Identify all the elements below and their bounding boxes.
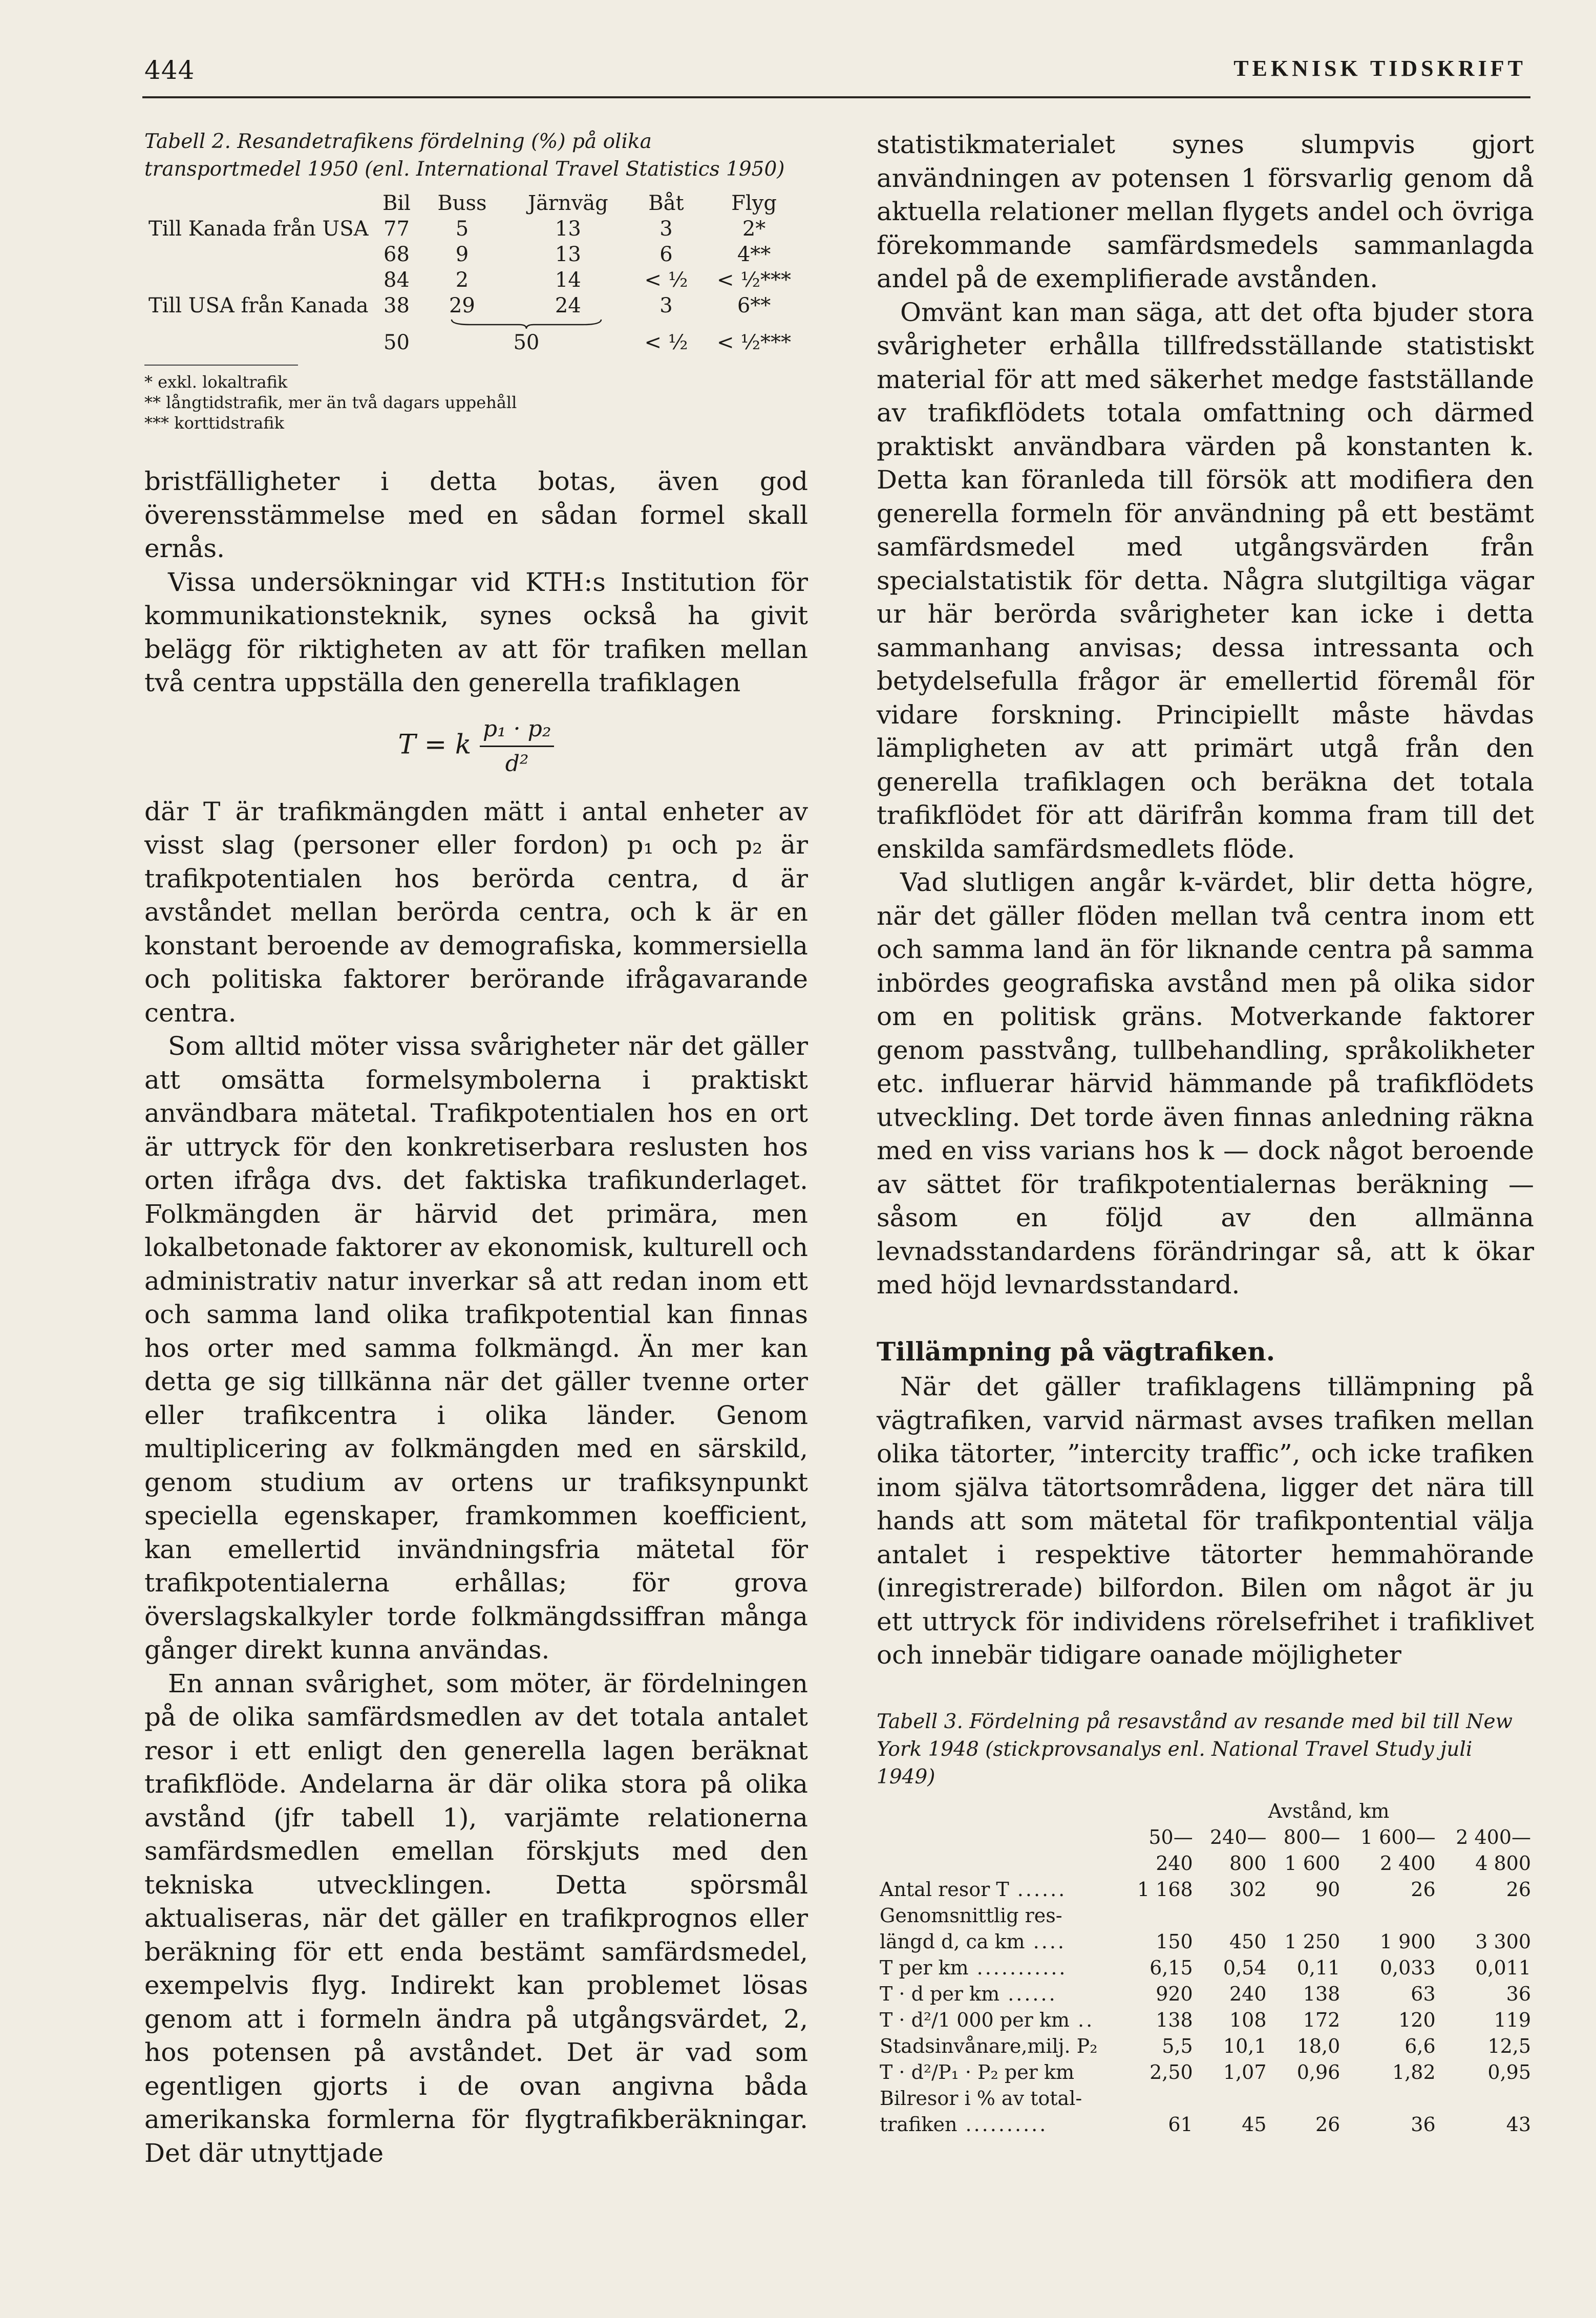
table-row bbox=[877, 2007, 1534, 2033]
row-label-text: Antal resor T bbox=[880, 1878, 1009, 1901]
table-row bbox=[144, 267, 808, 293]
table3-cell bbox=[1123, 2086, 1196, 2112]
paragraph: När det gäller trafiklagens tillämpning på vägtrafiken, varvid närmast avses trafiken mellan olika tätorter, ”intercity traffic”, och icke trafiken inom själva tätortsområdena, ligger det nära till hands att som mätetal för trafikpontential välja antalet i respektive tätorter hemmahörande (inregistrerade) bilfordon. Bilen om något är ju ett uttryck för individens rörelsefrihet i trafiklivet och innebär tidigare oanade möjligheter bbox=[877, 1372, 1534, 1670]
table2-brace-row bbox=[144, 318, 808, 330]
table3-cell: 0,033 bbox=[1379, 1957, 1436, 1979]
row-label-text: Stadsinvånare,milj. P₂ bbox=[880, 2035, 1098, 2057]
table2-cell: < ½ bbox=[644, 331, 688, 354]
table3-cell: 0,96 bbox=[1296, 2061, 1340, 2083]
table2-col-header: Båt bbox=[648, 192, 684, 215]
table2-cell: 29 bbox=[449, 294, 475, 317]
table3-cell: 26 bbox=[1506, 1878, 1531, 1901]
table3-col-header: 50— bbox=[1148, 1826, 1193, 1848]
table2-cell: 5 bbox=[455, 217, 469, 241]
table3-row-label bbox=[877, 2007, 1123, 2033]
table3-col-header: 800— bbox=[1283, 1826, 1340, 1848]
table3-row-label bbox=[877, 2033, 1123, 2059]
table3-cell: 119 bbox=[1494, 2009, 1531, 2031]
table2-cell: 24 bbox=[555, 294, 581, 317]
table-row bbox=[877, 1929, 1534, 1955]
row-label-text: Bilresor i % av total- bbox=[880, 2087, 1082, 2110]
table3-row-label bbox=[877, 1877, 1123, 1903]
table3-cell: 138 bbox=[1303, 1983, 1340, 2005]
table2-cell: 3 bbox=[659, 217, 673, 241]
table3-cell: 172 bbox=[1303, 2009, 1340, 2031]
table3-cell: 61 bbox=[1168, 2113, 1193, 2136]
formula-numerator: p₁ · p₂ bbox=[480, 712, 555, 748]
table2-row-label: Till USA från Kanada bbox=[148, 294, 369, 317]
header-rule bbox=[142, 96, 1530, 98]
footnote: ** långtidstrafik, mer än två dagars uppehåll bbox=[144, 393, 517, 412]
table3-col-header: 2 400— bbox=[1456, 1826, 1531, 1848]
table3-cell: 2,50 bbox=[1150, 2061, 1193, 2083]
paragraph: Som alltid möter vissa svårigheter när det gäller att omsätta formelsymbolerna i praktiskt användbara mätetal. Trafikpotentialen hos en ort är uttryck för den konkretiserbara reslusten hos orten ifråga dvs. det faktiska trafikunderlaget. Folkmängden är härvid det primära, men lokalbetonade faktorer av ekonomisk, kulturell och administrativ natur inverkar så att redan inom ett och samma land olika trafikpotential kan finnas hos orter med samma folkmängd. Än mer kan detta ge sig tillkänna när det gäller tvenne orter eller trafikcentra i olika länder. Genom multiplicering av folkmängden med en särskild, genom studium av ortens ur trafiksynpunkt speciella egenskaper, framkommen koefficient, kan emellertid invändningsfria mätetal för trafikpotentialerna erhållas; för grova överslagskalkyler torde folkmängdssiffran många gånger direkt kunna användas. bbox=[144, 1031, 808, 1665]
table-row bbox=[144, 330, 808, 355]
leader-dots: ...... bbox=[1009, 1878, 1067, 1901]
table3-cell: 63 bbox=[1411, 1983, 1436, 2005]
table3-cell: 120 bbox=[1398, 2009, 1436, 2031]
table3-cell bbox=[1196, 2086, 1270, 2112]
table3-cell: 10,1 bbox=[1223, 2035, 1267, 2057]
table3-group-header: Avstånd, km bbox=[1268, 1800, 1390, 1822]
table2-cell: < ½*** bbox=[717, 331, 792, 354]
footnote-rule bbox=[144, 365, 298, 366]
table2-cell: 2* bbox=[742, 217, 766, 241]
row-label-text: T · d per km bbox=[880, 1983, 1000, 2005]
table2-col-header: Buss bbox=[437, 192, 487, 215]
table3-col-header: 2 400 bbox=[1379, 1852, 1436, 1875]
table3-cell bbox=[1270, 2086, 1344, 2112]
table3-cell: 240 bbox=[1229, 1983, 1267, 2005]
table3-cell: 450 bbox=[1229, 1930, 1267, 1953]
table-row bbox=[877, 2059, 1534, 2086]
table3-header-row bbox=[877, 1824, 1534, 1851]
table3-cell: 26 bbox=[1411, 1878, 1436, 1901]
table3-cell: 6,6 bbox=[1405, 2035, 1436, 2057]
section-heading: Tillämpning på vägtrafiken. bbox=[877, 1336, 1275, 1367]
table2-header-row bbox=[144, 190, 808, 216]
table2-cell: 84 bbox=[384, 268, 410, 292]
table3-cell: 3 300 bbox=[1475, 1930, 1531, 1953]
leader-dots: ........... bbox=[968, 1957, 1068, 1979]
table3-header-row bbox=[877, 1851, 1534, 1877]
table2-cell: 2 bbox=[455, 268, 469, 292]
table-row bbox=[877, 1877, 1534, 1903]
table3-cell: 45 bbox=[1242, 2113, 1267, 2136]
table3-cell: 1,82 bbox=[1392, 2061, 1436, 2083]
traffic-law-formula bbox=[144, 712, 808, 781]
table2-cell: 77 bbox=[384, 217, 410, 241]
table2-cell: 3 bbox=[659, 294, 673, 317]
table-row bbox=[877, 2112, 1534, 2138]
table3-cell: 12,5 bbox=[1487, 2035, 1531, 2057]
table-row bbox=[877, 2086, 1534, 2112]
paragraph: bristfälligheter i detta botas, även god överensstämmelse med en sådan formel skall ernås. bbox=[144, 466, 808, 563]
table3-cell: 150 bbox=[1156, 1930, 1193, 1953]
table3-cell: 0,011 bbox=[1475, 1957, 1531, 1979]
table3-row-label bbox=[877, 1929, 1123, 1955]
table2-cell: 50 bbox=[513, 331, 540, 354]
table3-body bbox=[877, 1877, 1534, 2138]
table2-cell: 6 bbox=[659, 243, 673, 266]
table3-col-header: 1 600 bbox=[1284, 1852, 1340, 1875]
row-label-text: längd d, ca km bbox=[880, 1930, 1025, 1953]
table2-cell: 68 bbox=[384, 243, 410, 266]
formula-fraction bbox=[480, 712, 555, 781]
table-row bbox=[144, 216, 808, 242]
table3-col-header: 240 bbox=[1156, 1852, 1193, 1875]
table3-cell: 920 bbox=[1156, 1983, 1193, 2005]
table2-cell: < ½*** bbox=[717, 268, 792, 292]
page-number: 444 bbox=[144, 55, 195, 85]
table3-cell: 43 bbox=[1506, 2113, 1531, 2136]
row-label-text: trafiken bbox=[880, 2113, 957, 2136]
leader-dots: .. bbox=[1069, 2009, 1095, 2031]
table3-col-header: 240— bbox=[1209, 1826, 1267, 1848]
table2-col-header: Flyg bbox=[731, 192, 777, 215]
table3-col-header: 4 800 bbox=[1475, 1852, 1531, 1875]
left-body-text bbox=[144, 465, 808, 2170]
table2-row-label bbox=[144, 242, 373, 267]
table3-cell: 302 bbox=[1229, 1878, 1267, 1901]
table3-row-label bbox=[877, 2086, 1123, 2112]
table2-col-header: Järnväg bbox=[527, 192, 608, 215]
table3-row-label bbox=[877, 2112, 1123, 2138]
table2-cell: 6** bbox=[737, 294, 771, 317]
table3-col-header: 1 600— bbox=[1360, 1826, 1436, 1848]
table2-cell: 14 bbox=[555, 268, 581, 292]
table-row bbox=[144, 293, 808, 318]
formula-lhs: T = k bbox=[398, 729, 472, 760]
table2-cell: < ½ bbox=[644, 268, 688, 292]
table3-cell: 1,07 bbox=[1223, 2061, 1267, 2083]
leader-dots: .......... bbox=[957, 2113, 1048, 2136]
table2-cell: 13 bbox=[555, 243, 581, 266]
table3-cell: 0,54 bbox=[1223, 1957, 1267, 1979]
row-label-text: T · d²/P₁ · P₂ per km bbox=[880, 2061, 1074, 2083]
table3-cell: 36 bbox=[1506, 1983, 1531, 2005]
table3-cell: 18,0 bbox=[1296, 2035, 1340, 2057]
table3-cell bbox=[1343, 1903, 1438, 1929]
table3-caption: Tabell 3. Fördelning på resavstånd av resande med bil till New York 1948 (stickprovsanalys enl. National Travel Study juli 1949) bbox=[877, 1710, 1513, 1789]
table-row bbox=[877, 2033, 1534, 2059]
row-label-text: T per km bbox=[880, 1957, 969, 1979]
table3-cell: 0,11 bbox=[1296, 1957, 1340, 1979]
table-row bbox=[877, 1955, 1534, 1981]
table2-row-label bbox=[144, 330, 373, 355]
journal-title: TEKNISK TIDSKRIFT bbox=[1233, 56, 1526, 81]
table3-cell: 26 bbox=[1315, 2113, 1340, 2136]
table-row bbox=[144, 242, 808, 267]
table3-cell: 1 250 bbox=[1284, 1930, 1340, 1953]
right-column bbox=[877, 128, 1534, 2138]
table2 bbox=[144, 190, 808, 355]
table3-cell: 6,15 bbox=[1150, 1957, 1193, 1979]
table2-row-label: Till Kanada från USA bbox=[148, 217, 369, 241]
table3-cell bbox=[1343, 2086, 1438, 2112]
paragraph: En annan svårighet, som möter, är fördelningen på de olika samfärdsmedlen av det totala antalet resor i ett enligt den generella lagen beräknat trafikflöde. Andelarna är där olika stora på olika avstånd (jfr tabell 1), varjämte relationerna samfärdsmedlen emellan förskjuts med den tekniska utvecklingen. Detta spörsmål aktualiseras, när det gäller en trafikprognos eller beräkning för ett enda bestämt samfärdsmedel, exempelvis flyg. Indirekt kan problemet lösas genom att i formeln ändra på utgångsvärdet, 2, hos potensen på avståndet. Det är vad som egentligen gjorts i de ovan angivna båda amerikanska formlerna för flygtrafikberäkningar. Det där utnyttjade bbox=[144, 1668, 808, 2168]
table3 bbox=[877, 1798, 1534, 2138]
leader-dots: .... bbox=[1025, 1930, 1066, 1953]
table3-cell bbox=[1439, 1903, 1534, 1929]
table3-cell bbox=[1123, 1903, 1196, 1929]
table2-row-label bbox=[144, 267, 373, 293]
table3-col-header: 800 bbox=[1229, 1852, 1267, 1875]
table3-group-header-row bbox=[877, 1798, 1534, 1824]
table2-col-header: Bil bbox=[382, 192, 411, 215]
table-row bbox=[877, 1981, 1534, 2007]
table3-cell: 5,5 bbox=[1162, 2035, 1193, 2057]
table3-row-label bbox=[877, 1955, 1123, 1981]
table3-cell: 1 168 bbox=[1137, 1878, 1193, 1901]
paragraph: Vad slutligen angår k-värdet, blir detta högre, när det gäller flöden mellan två centra inom ett och samma land än för liknande centra på samma inbördes geografiska avstånd men på olika sidor om en politisk gräns. Motverkande faktorer genom passtvång, tullbehandling, språkolikheter etc. influerar härvid hämmande på trafikflödets utveckling. Det torde även finnas anledning räkna med en viss varians hos k — dock något beroende av sättet för trafikpotentialernas beräkning — såsom en följd av den allmänna levnadsstandardens förändringar så, att k ökar med höjd levnardsstandard. bbox=[877, 867, 1534, 1300]
table3-cell: 0,95 bbox=[1487, 2061, 1531, 2083]
table3-cell bbox=[1270, 1903, 1344, 1929]
row-label-text: Genomsnittlig res- bbox=[880, 1904, 1062, 1927]
formula-denominator: d² bbox=[505, 751, 529, 777]
paragraph: Omvänt kan man säga, att det ofta bjuder stora svårigheter erhålla tillfredsställande statistiskt material för att med säkerhet medge fastställande av trafikflödets totala omfattning och därmed praktiskt användbara värden på konstanten k. Detta kan föranleda till försök att modifiera den generella formeln för användning på ett bestämt samfärdsmedel med utgångsvärden från specialstatistik för detta. Några slutgiltiga vägar ur här berörda svårigheter kan icke i detta sammanhang anvisas; dessa intressanta och betydelsefulla frågor är emellertid föremål för vidare forskning. Principiellt måste hävdas lämpligheten av att primärt utgå från den generella trafiklagen och beräkna det totala trafikflödet för att därifrån komma fram till det enskilda samfärdsmedlets flöde. bbox=[877, 297, 1534, 864]
table2-cell: 38 bbox=[384, 294, 410, 317]
paragraph: Vissa undersökningar vid KTH:s Institution för kommunikationsteknik, synes också ha givit belägg för riktigheten av att för trafiken mellan två centra uppställa den generella trafiklagen bbox=[144, 567, 808, 697]
table2-cell: 9 bbox=[455, 243, 469, 266]
table3-cell: 108 bbox=[1229, 2009, 1267, 2031]
table2-cell: 4** bbox=[737, 243, 771, 266]
row-label-text: T · d²/1 000 per km bbox=[880, 2009, 1070, 2031]
footnote: *** korttidstrafik bbox=[144, 413, 284, 433]
table3-row-label bbox=[877, 1981, 1123, 2007]
table2-cell: 13 bbox=[555, 217, 581, 241]
table2-cell: 50 bbox=[384, 331, 410, 354]
table3-cell: 1 900 bbox=[1379, 1930, 1436, 1953]
right-body-text bbox=[877, 128, 1534, 1672]
table3-cell: 90 bbox=[1315, 1878, 1340, 1901]
brace-icon bbox=[450, 318, 603, 330]
left-column bbox=[144, 128, 808, 2170]
table3-row-label bbox=[877, 1903, 1123, 1929]
table3-cell: 36 bbox=[1411, 2113, 1436, 2136]
paragraph: där T är trafikmängden mätt i antal enheter av visst slag (personer eller fordon) p₁ och p₂ är trafikpotentialen hos berörda centra, d är avståndet mellan berörda centra, och k är en konstant beroende av demografiska, kommersiella och politiska faktorer berörande ifrågavarande centra. bbox=[144, 796, 808, 1028]
table3-cell bbox=[1439, 2086, 1534, 2112]
table3-cell: 138 bbox=[1156, 2009, 1193, 2031]
footnote: * exkl. lokaltrafik bbox=[144, 372, 288, 392]
leader-dots: ...... bbox=[999, 1983, 1057, 2005]
paragraph: statistikmaterialet synes slumpvis gjort användningen av potensen 1 försvarlig genom då aktuella relationer mellan flygets andel och övriga förekommande samfärdsmedels sammanlagda andel på de exemplifierade avstånden. bbox=[877, 130, 1534, 293]
table-row bbox=[877, 1903, 1534, 1929]
table3-cell bbox=[1196, 1903, 1270, 1929]
table3-row-label bbox=[877, 2059, 1123, 2086]
table2-caption: Tabell 2. Resandetrafikens fördelning (%) på olika transportmedel 1950 (enl. International Travel Statistics 1950) bbox=[144, 130, 785, 181]
